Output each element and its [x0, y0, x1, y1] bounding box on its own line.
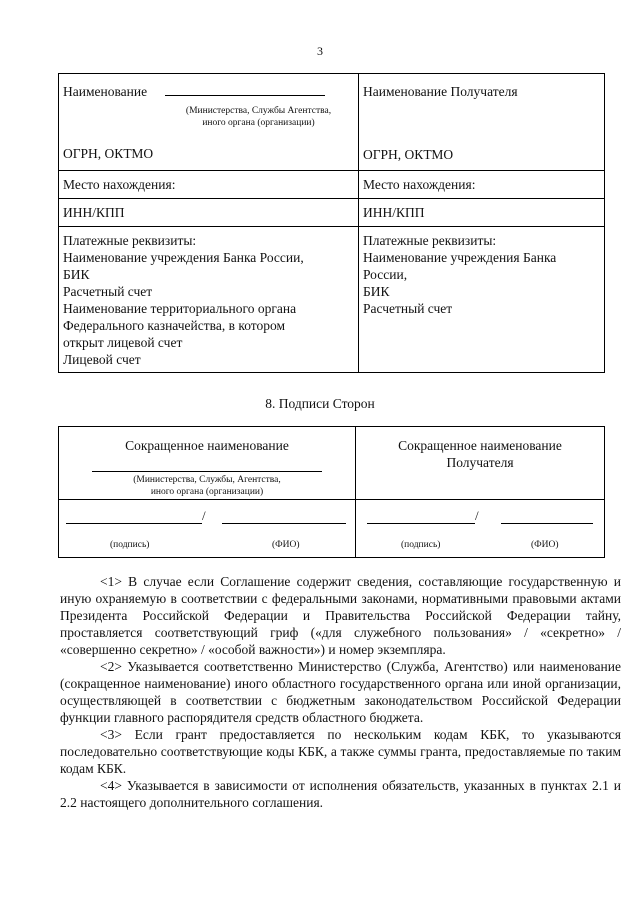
footnote: <3> Если грант предоставляется по нескольким кодам КБК, то указываются последовательно соответствующие коды КБК, а также суммы гранта, предоставляемые по таким кодам КБК. — [60, 727, 621, 776]
left-payment-line: Лицевой счет — [63, 352, 141, 367]
right-payment-line: Наименование учреждения Банка — [363, 250, 557, 265]
name-sub-2: иного органа (организации) — [202, 118, 315, 128]
right-payment-line: БИК — [363, 284, 390, 299]
fio-line — [501, 523, 593, 524]
right-name-label: Наименование Получателя — [363, 84, 518, 99]
slash: / — [202, 508, 206, 523]
right-payment-details — [359, 227, 605, 373]
fio-caption: (ФИО) — [272, 540, 300, 550]
left-payment-line: открыт лицевой счет — [63, 335, 183, 350]
right-name-cell — [359, 74, 605, 171]
right-party-title-1: Сокращенное наименование — [398, 438, 562, 453]
name-blank-line — [165, 83, 325, 96]
right-location: Место нахождения: — [359, 171, 605, 199]
footnote: <4> Указывается в зависимости от исполнения обязательств, указанных в пунктах 2.1 и 2.2 настоящего дополнительного соглашения. — [60, 778, 621, 810]
left-payment-line: Расчетный счет — [63, 284, 153, 299]
left-name-label: Наименование — [63, 84, 148, 99]
signatures-table — [58, 426, 605, 558]
left-signature-cell — [59, 500, 356, 558]
left-payment-line: Наименование территориального органа — [63, 301, 297, 316]
left-name-cell — [59, 74, 359, 171]
left-payment-line: Наименование учреждения Банка России, — [63, 250, 304, 265]
left-ogrn: ОГРН, ОКТМО — [63, 146, 154, 161]
left-party-sub-2: иного органа (организации) — [150, 487, 264, 497]
left-party-title: Сокращенное наименование — [125, 438, 289, 453]
left-party-cell — [59, 427, 356, 500]
page-number: 3 — [317, 44, 323, 58]
left-payment-line: Федерального казначейства, в котором — [63, 318, 286, 333]
left-inn: ИНН/КПП — [59, 199, 359, 227]
footnotes — [60, 573, 621, 811]
signature-caption: (подпись) — [401, 540, 441, 550]
right-payment-line: Платежные реквизиты: — [363, 233, 497, 248]
right-payment-line: России, — [363, 267, 408, 282]
slash: / — [475, 508, 479, 523]
signature-line — [66, 523, 202, 524]
requisites-table — [58, 73, 605, 373]
left-payment-line: Платежные реквизиты: — [63, 233, 197, 248]
fio-line — [222, 523, 346, 524]
right-signature-cell — [356, 500, 605, 558]
left-payment-line: БИК — [63, 267, 90, 282]
footnote: <2> Указывается соответственно Министерство (Служба, Агентство) или наименование (сокращенное наименование) иного областного государственного органа или иной организации, осуществляющей в соответствии с бюджетным законодательством Российской Федерации функции главного распорядителя средств областного бюджета. — [60, 659, 621, 725]
name-sub-1: (Министерства, Службы Агентства, — [185, 106, 332, 116]
right-inn: ИНН/КПП — [359, 199, 605, 227]
section-title: 8. Подписи Сторон — [265, 396, 375, 411]
signature-line — [367, 523, 475, 524]
footnote: <1> В случае если Соглашение содержит сведения, составляющие государственную и иную охраняемую в соответствии с федеральными законами, нормативными правовыми актами Президента Российской Федерации и Правительства Российской Федерации тайну, проставляется соответствующий гриф («для служебного пользования» / «секретно» / «совершенно секретно» / «особой важности») и номер экземпляра. — [60, 574, 621, 657]
left-party-sub-1: (Министерства, Службы, Агентства, — [133, 475, 281, 485]
right-ogrn: ОГРН, ОКТМО — [363, 147, 454, 162]
left-location: Место нахождения: — [59, 171, 359, 199]
right-party-cell — [356, 427, 605, 500]
right-party-title-2: Получателя — [446, 455, 514, 470]
left-party-line — [92, 471, 322, 472]
right-payment-line: Расчетный счет — [363, 301, 453, 316]
left-payment-details — [59, 227, 359, 373]
fio-caption: (ФИО) — [531, 540, 559, 550]
signature-caption: (подпись) — [110, 540, 150, 550]
